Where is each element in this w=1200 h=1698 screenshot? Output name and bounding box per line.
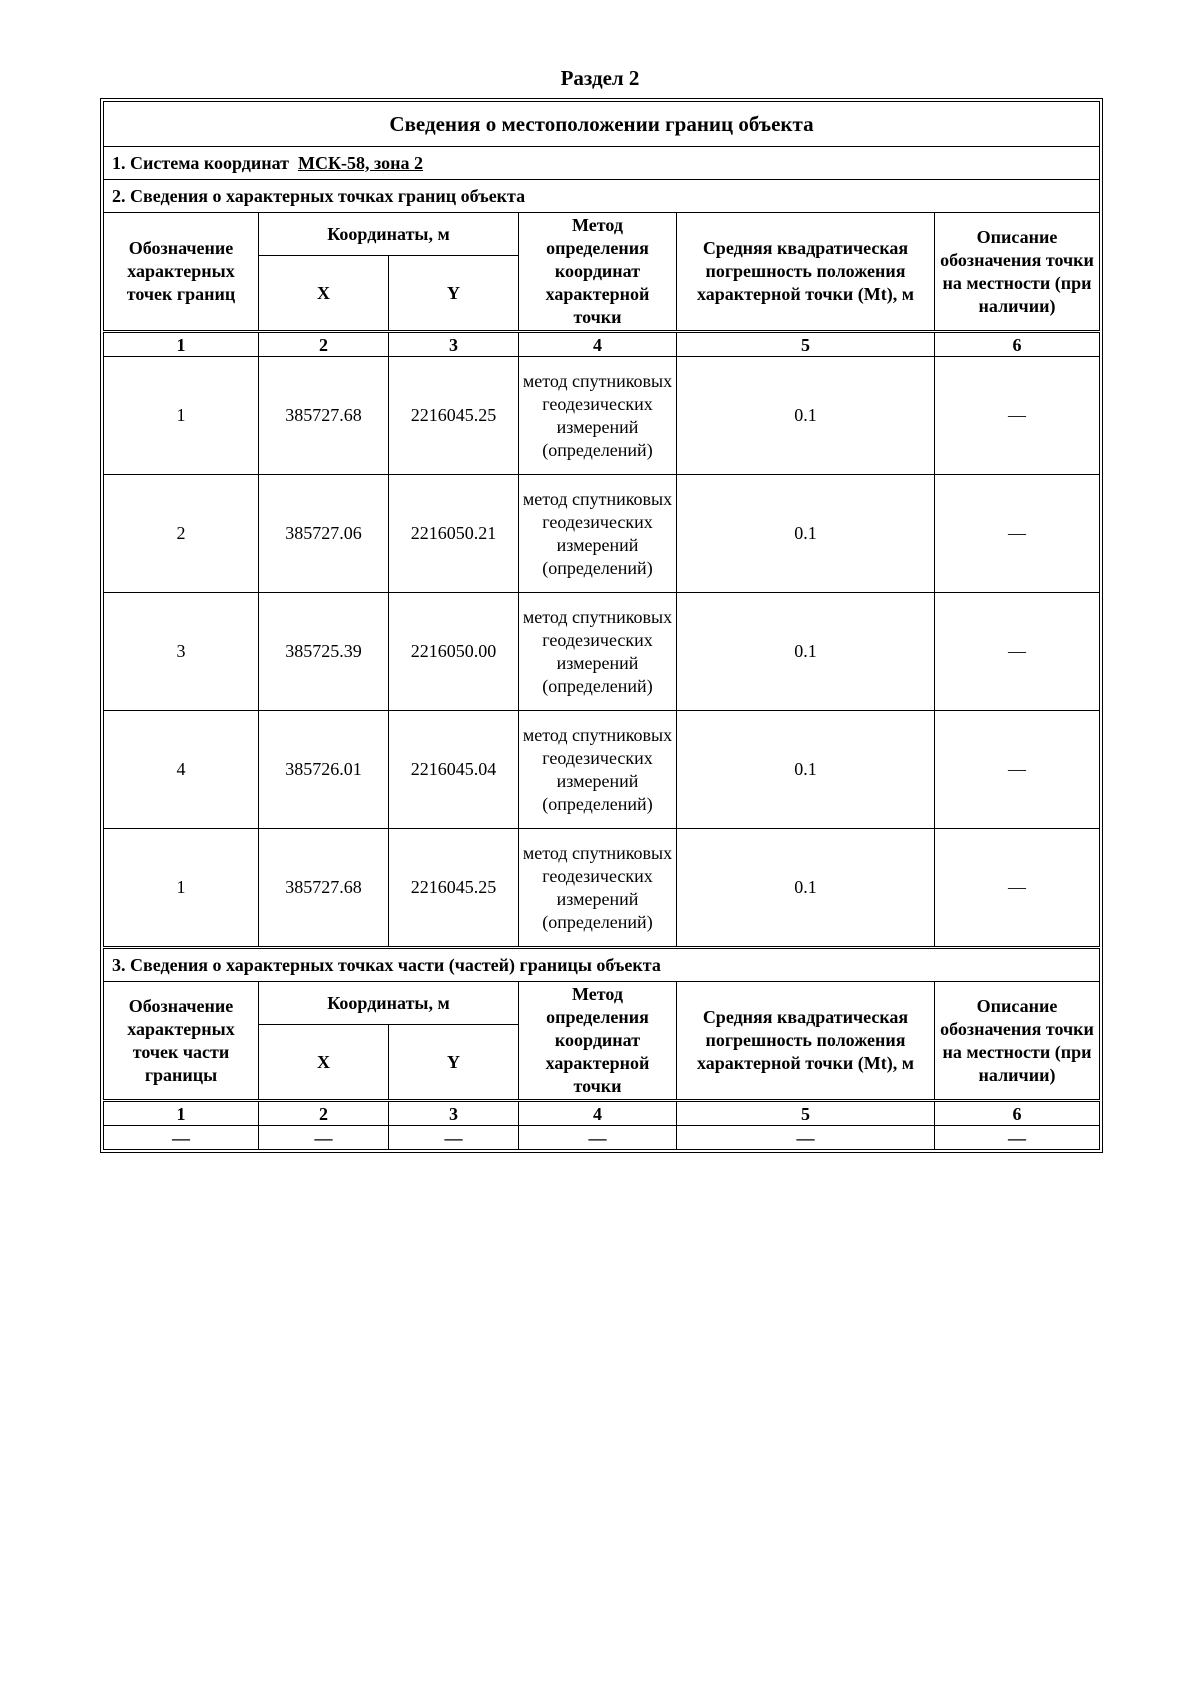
boundary-table	[103, 101, 1100, 1150]
header-y: Y	[389, 256, 519, 332]
x-cell: 385725.39	[259, 593, 389, 711]
page-title: Раздел 2	[560, 66, 640, 90]
description-cell: —	[935, 475, 1100, 593]
column-number: 6	[935, 332, 1100, 357]
error-cell: 0.1	[677, 593, 935, 711]
x-cell: 385726.01	[259, 711, 389, 829]
empty-cell: —	[104, 1126, 259, 1150]
empty-cell: —	[389, 1126, 519, 1150]
header-error-part: Средняя квадратическая погрешность положения характерной точки (Mt), м	[677, 982, 935, 1101]
column-number: 1	[104, 1101, 259, 1126]
column-number: 4	[519, 332, 677, 357]
error-cell: 0.1	[677, 475, 935, 593]
y-cell: 2216050.00	[389, 593, 519, 711]
table-row	[104, 475, 1100, 593]
point-cell: 1	[104, 829, 259, 948]
y-cell: 2216045.04	[389, 711, 519, 829]
column-number: 2	[259, 332, 389, 357]
method-cell: метод спутниковых геодезических измерений (определений)	[519, 593, 677, 711]
header-method-part: Метод определения координат характерной точки	[519, 982, 677, 1101]
header-y-part: Y	[389, 1025, 519, 1101]
description-cell: —	[935, 711, 1100, 829]
header-coordinates: Координаты, м	[259, 213, 519, 256]
header-x-part: X	[259, 1025, 389, 1101]
column-number: 3	[389, 332, 519, 357]
header-x: X	[259, 256, 389, 332]
table-row	[104, 711, 1100, 829]
column-number: 1	[104, 332, 259, 357]
point-cell: 2	[104, 475, 259, 593]
section3-title: 3. Сведения о характерных точках части (частей) границы объекта	[104, 948, 1100, 982]
table-row	[104, 593, 1100, 711]
y-cell: 2216045.25	[389, 829, 519, 948]
x-cell: 385727.06	[259, 475, 389, 593]
empty-cell: —	[519, 1126, 677, 1150]
column-number: 3	[389, 1101, 519, 1126]
description-cell: —	[935, 593, 1100, 711]
column-number: 6	[935, 1101, 1100, 1126]
coordinate-system-label: 1. Система координат	[112, 152, 289, 173]
point-cell: 4	[104, 711, 259, 829]
column-number: 5	[677, 332, 935, 357]
empty-cell: —	[935, 1126, 1100, 1150]
table-row	[104, 357, 1100, 475]
header-error: Средняя квадратическая погрешность положения характерной точки (Mt), м	[677, 213, 935, 332]
y-cell: 2216045.25	[389, 357, 519, 475]
description-cell: —	[935, 829, 1100, 948]
empty-cell: —	[677, 1126, 935, 1150]
section-banner: Сведения о местоположении границ объекта	[104, 102, 1100, 147]
description-cell: —	[935, 357, 1100, 475]
method-cell: метод спутниковых геодезических измерений (определений)	[519, 475, 677, 593]
method-cell: метод спутниковых геодезических измерений (определений)	[519, 357, 677, 475]
empty-cell: —	[259, 1126, 389, 1150]
error-cell: 0.1	[677, 829, 935, 948]
method-cell: метод спутниковых геодезических измерений (определений)	[519, 711, 677, 829]
section2-title: 2. Сведения о характерных точках границ объекта	[104, 180, 1100, 213]
error-cell: 0.1	[677, 357, 935, 475]
header-designation-part: Обозначение характерных точек части границы	[104, 982, 259, 1101]
method-cell: метод спутниковых геодезических измерений (определений)	[519, 829, 677, 948]
table-row	[104, 829, 1100, 948]
column-number: 2	[259, 1101, 389, 1126]
header-method: Метод определения координат характерной точки	[519, 213, 677, 332]
x-cell: 385727.68	[259, 829, 389, 948]
header-description: Описание обозначения точки на местности (при наличии)	[935, 213, 1100, 332]
column-number: 4	[519, 1101, 677, 1126]
header-designation: Обозначение характерных точек границ	[104, 213, 259, 332]
coordinate-system-line	[104, 147, 1100, 180]
x-cell: 385727.68	[259, 357, 389, 475]
error-cell: 0.1	[677, 711, 935, 829]
point-cell: 1	[104, 357, 259, 475]
column-number: 5	[677, 1101, 935, 1126]
y-cell: 2216050.21	[389, 475, 519, 593]
coordinate-system-value: МСК-58, зона 2	[297, 152, 424, 173]
boundary-sheet	[103, 101, 1099, 1150]
point-cell: 3	[104, 593, 259, 711]
header-description-part: Описание обозначения точки на местности (при наличии)	[935, 982, 1100, 1101]
header-coordinates-part: Координаты, м	[259, 982, 519, 1025]
